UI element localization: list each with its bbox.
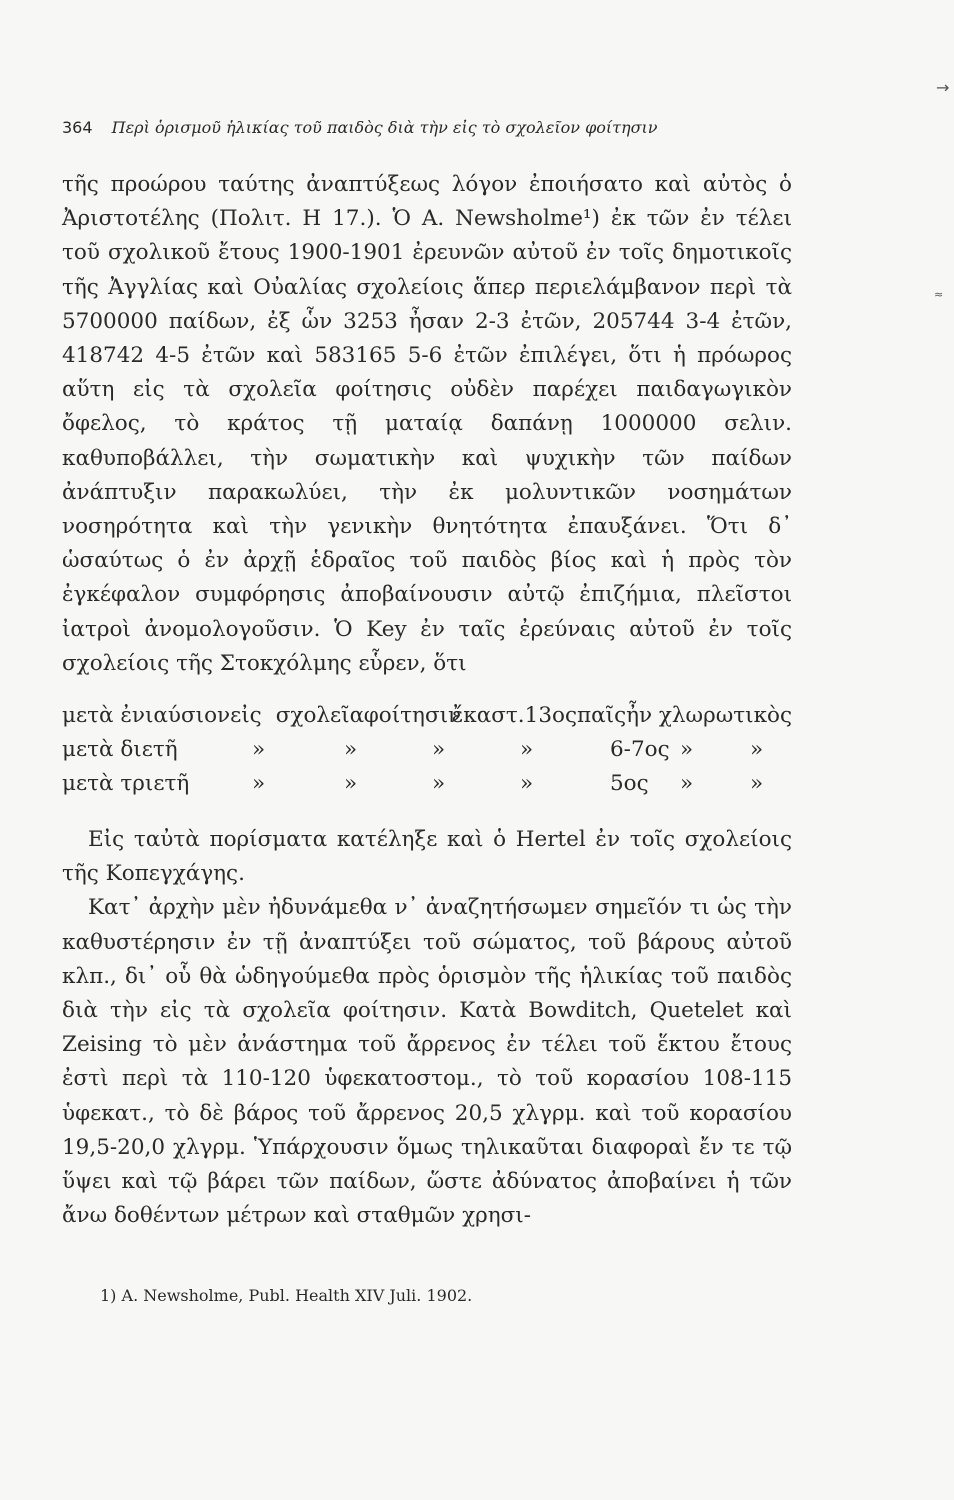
table-cell: »: [680, 771, 694, 797]
table-cell: »: [520, 737, 534, 763]
footnote: 1) A. Newsholme, Publ. Health XIV Juli. 1902.: [100, 1286, 473, 1305]
table-cell: σχολεῖα: [275, 703, 365, 729]
table-cell: »: [344, 771, 358, 797]
margin-smudge-mark: ≈: [934, 288, 944, 301]
margin-arrow-mark: →: [936, 78, 950, 97]
table-cell: »: [432, 737, 446, 763]
table-cell: 6-7ος: [610, 737, 670, 763]
body-text: [62, 168, 792, 1233]
table-cell: μετὰ ἐνιαύσιον: [62, 703, 231, 729]
table-row: [62, 733, 792, 767]
table-cell: 13ος: [524, 703, 577, 729]
table-cell: »: [252, 771, 266, 797]
running-header: [62, 118, 782, 137]
table-cell: εἰς: [230, 703, 262, 729]
table-cell: ἔκαστ.: [451, 703, 525, 729]
table-cell: »: [680, 737, 694, 763]
table-row: [62, 699, 792, 733]
paragraph-2: Εἰς ταὐτὰ πορίσματα κατέληξε καὶ ὁ Hertel ἐν τοῖς σχολείοις τῆς Κοπεγχάγης.: [62, 827, 792, 887]
table-cell: ἦν χλωρωτικὸς: [626, 703, 792, 729]
table-cell: μετὰ τριετῆ: [62, 771, 190, 797]
table-row: [62, 767, 792, 801]
table-cell: παῖς: [576, 703, 627, 729]
table-cell: »: [750, 737, 764, 763]
table-cell: φοίτησιν: [363, 703, 462, 729]
page-number: 364: [62, 118, 93, 137]
table-cell: »: [252, 737, 266, 763]
chlorosis-table: [62, 699, 792, 801]
running-title: Περὶ ὁρισμοῦ ἡλικίας τοῦ παιδὸς διὰ τὴν εἰς τὸ σχολεῖον φοίτησιν: [111, 118, 658, 137]
paragraph-1: τῆς προώρου ταύτης ἀναπτύξεως λόγον ἐποιήσατο καὶ αὐτὸς ὁ Ἀριστοτέλης (Πολιτ. Η 17.). Ὁ Α. Newsholme¹) ἐκ τῶν ἐν τέλει τοῦ σχολικοῦ ἔτους 1900-1901 ἐρευνῶν αὐτοῦ ἐν τοῖς δημοτικοῖς τῆς Ἀγγλίας καὶ Οὐαλίας σχολείοις ἅπερ περιελάμβανον περὶ τὰ 5700000 παίδων, ἐξ ὧν 3253 ἦσαν 2-3 ἐτῶν, 205744 3-4 ἐτῶν, 418742 4-5 ἐτῶν καὶ 583165 5-6 ἐτῶν ἐπιλέγει, ὅτι ἡ πρόωρος αὕτη εἰς τὰ σχολεῖα φοίτησις οὐδὲν παρέχει παιδαγωγικὸν ὄφελος, τὸ κράτος τῇ ματαίᾳ δαπάνῃ 1000000 σελιν. καθυποβάλλει, τὴν σωματικὴν καὶ ψυχικὴν τῶν παίδων ἀνάπτυξιν παρακωλύει, τὴν ἐκ μολυντικῶν νοσημάτων νοσηρότητα καὶ τὴν γενικὴν θνητότητα ἐπαυξάνει. Ὅτι δ᾽ ὡσαύτως ὁ ἐν ἀρχῇ ἑδραῖος τοῦ παιδὸς βίος καὶ ἡ πρὸς τὸν ἐγκέφαλον συμφόρησις ἀποβαίνουσιν αὐτῷ ἐπιζήμια, πλεῖστοι ἰατροὶ ἀνομολογοῦσιν. Ὁ Key ἐν ταῖς ἐρεύναις αὐτοῦ ἐν τοῖς σχολείοις τῆς Στοκχόλμης εὗρεν, ὅτι: [62, 172, 792, 676]
table-cell: »: [432, 771, 446, 797]
paragraph-3: Κατ᾽ ἀρχὴν μὲν ἠδυνάμεθα ν᾽ ἀναζητήσωμεν σημεῖόν τι ὡς τὴν καθυστέρησιν ἐν τῇ ἀναπτύξει τοῦ σώματος, τοῦ βάρους αὐτοῦ κλπ., δι᾽ οὗ θὰ ὡδηγούμεθα πρὸς ὁρισμὸν τῆς ἡλικίας τοῦ παιδὸς διὰ τὴν εἰς τὰ σχολεῖα φοίτησιν. Κατὰ Bowditch, Quetelet καὶ Zeising τὸ μὲν ἀνάστημα τοῦ ἄρρενος ἐν τέλει τοῦ ἕκτου ἔτους ἐστὶ περὶ τὰ 110-120 ὑφεκατοστομ., τὸ τοῦ κορασίου 108-115 ὑφεκατ., τὸ δὲ βάρος τοῦ ἄρρενος 20,5 χλγρμ. καὶ τοῦ κορασίου 19,5-20,0 χλγρμ. Ὑπάρχουσιν ὅμως τηλικαῦται διαφοραὶ ἔν τε τῷ ὕψει καὶ τῷ βάρει τῶν παίδων, ὥστε ἀδύνατος ἀποβαίνει ἡ τῶν ἄνω δοθέντων μέτρων καὶ σταθμῶν χρησι-: [62, 895, 792, 1229]
table-cell: »: [520, 771, 534, 797]
table-cell: 5ος: [610, 771, 649, 797]
table-cell: μετὰ διετῆ: [62, 737, 178, 763]
table-cell: »: [344, 737, 358, 763]
table-cell: »: [750, 771, 764, 797]
